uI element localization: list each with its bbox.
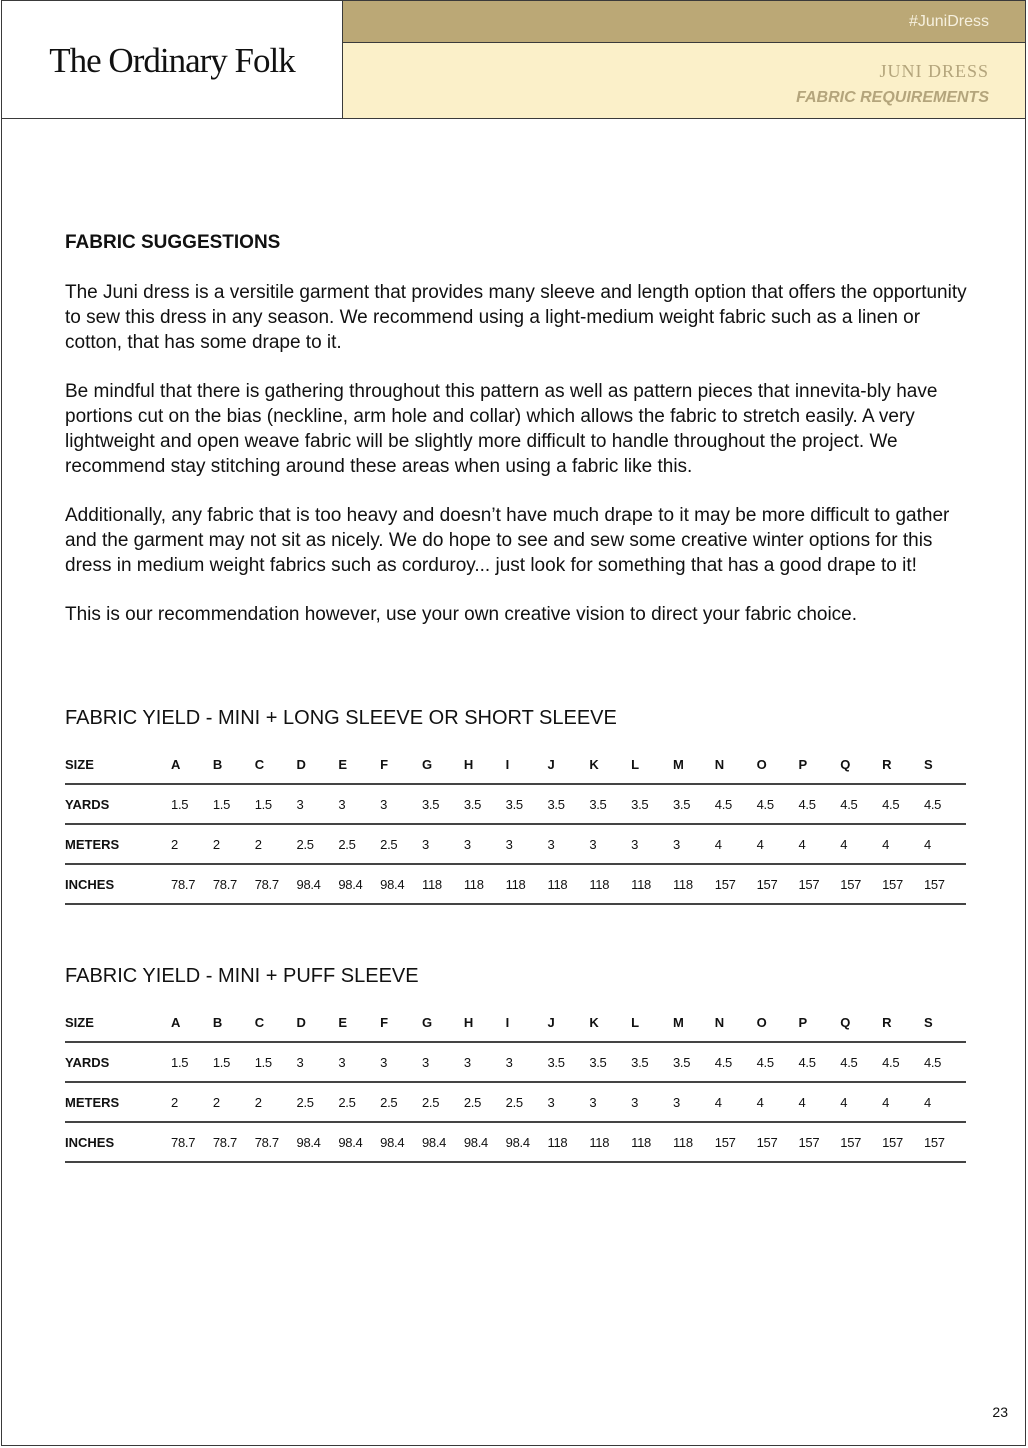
table-cell: N	[715, 745, 757, 784]
table-cell: 3	[547, 1082, 589, 1122]
table-cell: 3	[506, 1042, 548, 1082]
paragraph: Additionally, any fabric that is too heavy and doesn’t have much drape to it may be more difficult to gather and the garment may not sit as nicely. We do hope to see and sew some creative winter options for this dress in medium weight fabrics such as corduroy... just look for something that has a good drape to it!	[65, 505, 950, 576]
table-cell: 3	[338, 784, 380, 824]
table-cell: G	[422, 745, 464, 784]
table-cell: I	[506, 745, 548, 784]
table-cell: 118	[631, 1122, 673, 1162]
table-cell: 2.5	[380, 1082, 422, 1122]
table-cell: E	[338, 745, 380, 784]
table-cell: 157	[715, 1122, 757, 1162]
table-cell: G	[422, 1003, 464, 1042]
table-cell: D	[297, 745, 339, 784]
table-cell: R	[882, 745, 924, 784]
table-cell: I	[506, 1003, 548, 1042]
table-cell: 157	[757, 1122, 799, 1162]
table-cell: 4	[798, 1082, 840, 1122]
hashtag: #JuniDress	[908, 13, 989, 30]
table-cell: A	[171, 745, 213, 784]
table-cell: 157	[882, 1122, 924, 1162]
table-cell: 4.5	[840, 784, 882, 824]
table-cell: H	[464, 745, 506, 784]
table-cell: 3	[589, 824, 631, 864]
table-cell: L	[631, 745, 673, 784]
table-cell: 3	[422, 1042, 464, 1082]
table-cell: 3.5	[631, 1042, 673, 1082]
table-cell: 118	[547, 1122, 589, 1162]
table-cell: 118	[589, 864, 631, 904]
table-cell: 78.7	[213, 864, 255, 904]
table-cell: 2	[255, 824, 297, 864]
table-cell: 118	[464, 864, 506, 904]
table-cell: 4.5	[882, 1042, 924, 1082]
table-cell: 3.5	[589, 784, 631, 824]
table-cell: 3.5	[422, 784, 464, 824]
table-cell: 157	[924, 1122, 966, 1162]
table-cell: 4	[715, 1082, 757, 1122]
table-cell: R	[882, 1003, 924, 1042]
table-cell: 78.7	[255, 1122, 297, 1162]
table-row	[65, 784, 966, 824]
table-cell: 4.5	[924, 1042, 966, 1082]
table-cell: 2	[171, 1082, 213, 1122]
table-cell: 2	[171, 824, 213, 864]
table-cell: 98.4	[338, 864, 380, 904]
table-cell: 118	[673, 1122, 715, 1162]
table-row	[65, 745, 966, 784]
table-cell: 2.5	[380, 824, 422, 864]
table-cell: 3	[631, 1082, 673, 1122]
table-cell: P	[798, 745, 840, 784]
table-cell: 3	[673, 1082, 715, 1122]
document-subtitle: FABRIC REQUIREMENTS	[796, 89, 989, 106]
table-cell: 157	[757, 864, 799, 904]
table-cell: 3.5	[673, 1042, 715, 1082]
table-cell: 3.5	[673, 784, 715, 824]
table-cell: F	[380, 745, 422, 784]
table-cell: 1.5	[171, 1042, 213, 1082]
table-cell: 118	[422, 864, 464, 904]
table-cell: 78.7	[213, 1122, 255, 1162]
table-cell: 2.5	[464, 1082, 506, 1122]
table-cell: 1.5	[213, 1042, 255, 1082]
table-cell: 3.5	[589, 1042, 631, 1082]
row-label: INCHES	[65, 864, 171, 904]
yield-table	[65, 1003, 966, 1163]
table-cell: 118	[589, 1122, 631, 1162]
table-cell: 3	[422, 824, 464, 864]
table-cell: 4.5	[798, 784, 840, 824]
table-cell: 3	[338, 1042, 380, 1082]
table-cell: O	[757, 745, 799, 784]
table-row	[65, 1082, 966, 1122]
table-cell: 4.5	[924, 784, 966, 824]
table-cell: 2	[255, 1082, 297, 1122]
table-cell: M	[673, 745, 715, 784]
table-cell: H	[464, 1003, 506, 1042]
table-cell: K	[589, 745, 631, 784]
table-row	[65, 864, 966, 904]
paragraph: This is our recommendation however, use your own creative vision to direct your fabric choice.	[65, 604, 858, 625]
table-cell: S	[924, 745, 966, 784]
table-row	[65, 1003, 966, 1042]
table-cell: 98.4	[297, 1122, 339, 1162]
table-cell: P	[798, 1003, 840, 1042]
table-cell: 3.5	[631, 784, 673, 824]
brand-logo: The Ordinary Folk	[49, 41, 295, 80]
table-cell: 2	[213, 824, 255, 864]
table-cell: 157	[798, 864, 840, 904]
table-cell: 98.4	[464, 1122, 506, 1162]
table-cell: 4	[757, 1082, 799, 1122]
table-cell: 4	[882, 1082, 924, 1122]
logo-box	[2, 1, 343, 119]
table-cell: 78.7	[171, 864, 213, 904]
table-cell: B	[213, 1003, 255, 1042]
table-cell: Q	[840, 1003, 882, 1042]
table-cell: 157	[924, 864, 966, 904]
table-cell: M	[673, 1003, 715, 1042]
table-cell: 98.4	[380, 1122, 422, 1162]
table-cell: 4	[840, 1082, 882, 1122]
table-cell: A	[171, 1003, 213, 1042]
table-cell: 118	[673, 864, 715, 904]
table-cell: 98.4	[297, 864, 339, 904]
table-cell: 78.7	[171, 1122, 213, 1162]
table-cell: N	[715, 1003, 757, 1042]
table-cell: 118	[547, 864, 589, 904]
table-cell: J	[547, 1003, 589, 1042]
table-cell: 3	[547, 824, 589, 864]
table-cell: 4.5	[840, 1042, 882, 1082]
table-cell: 3	[589, 1082, 631, 1122]
row-label: SIZE	[65, 1003, 171, 1042]
table-cell: 98.4	[380, 864, 422, 904]
table-cell: 3.5	[464, 784, 506, 824]
yield-table-title: FABRIC YIELD - MINI + PUFF SLEEVE	[65, 965, 419, 987]
hashtag-bar	[343, 1, 1025, 43]
table-cell: 2.5	[506, 1082, 548, 1122]
document-title: JUNI DRESS	[879, 61, 989, 81]
table-cell: C	[255, 1003, 297, 1042]
table-cell: 3	[464, 824, 506, 864]
page-number: 23	[992, 1404, 1008, 1420]
table-cell: 98.4	[338, 1122, 380, 1162]
table-cell: 4	[798, 824, 840, 864]
table-cell: 2.5	[338, 1082, 380, 1122]
title-bar	[343, 43, 1025, 119]
table-row	[65, 1122, 966, 1162]
table-row	[65, 824, 966, 864]
table-cell: 3.5	[506, 784, 548, 824]
table-cell: 4	[715, 824, 757, 864]
table-cell: 118	[506, 864, 548, 904]
table-cell: 4	[924, 824, 966, 864]
table-cell: 4.5	[757, 1042, 799, 1082]
row-label: YARDS	[65, 1042, 171, 1082]
table-cell: J	[547, 745, 589, 784]
table-cell: 4	[840, 824, 882, 864]
table-cell: 157	[798, 1122, 840, 1162]
table-cell: 1.5	[255, 784, 297, 824]
paragraph: The Juni dress is a versitile garment that provides many sleeve and length option that offers the opportunity to sew this dress in any season. We recommend using a light-medium weight fabric such as a linen or cotton, that has some drape to it.	[65, 282, 967, 353]
row-label: METERS	[65, 1082, 171, 1122]
table-cell: 157	[715, 864, 757, 904]
table-cell: B	[213, 745, 255, 784]
table-cell: 4.5	[715, 1042, 757, 1082]
table-cell: 3	[297, 784, 339, 824]
paragraph: Be mindful that there is gathering throughout this pattern as well as pattern pieces that innevita-bly have portions cut on the bias (neckline, arm hole and collar) which allows the fabric to stretch easily. A very lightweight and open weave fabric will be slightly more difficult to handle throughout the project. We recommend stay stitching around these areas when using a fabric like this.	[65, 381, 938, 477]
table-cell: 157	[840, 864, 882, 904]
table-cell: 4	[757, 824, 799, 864]
table-cell: 98.4	[422, 1122, 464, 1162]
table-cell: Q	[840, 745, 882, 784]
table-cell: K	[589, 1003, 631, 1042]
table-cell: 4.5	[882, 784, 924, 824]
table-cell: 1.5	[213, 784, 255, 824]
table-row	[65, 1042, 966, 1082]
table-cell: 2.5	[297, 824, 339, 864]
row-label: YARDS	[65, 784, 171, 824]
table-cell: 2.5	[422, 1082, 464, 1122]
table-cell: 3	[380, 1042, 422, 1082]
table-cell: S	[924, 1003, 966, 1042]
table-cell: 4.5	[715, 784, 757, 824]
table-cell: 2.5	[297, 1082, 339, 1122]
table-cell: 98.4	[506, 1122, 548, 1162]
table-cell: 4	[924, 1082, 966, 1122]
yield-table	[65, 745, 966, 905]
table-cell: 3	[506, 824, 548, 864]
table-cell: O	[757, 1003, 799, 1042]
table-cell: 2.5	[338, 824, 380, 864]
row-label: INCHES	[65, 1122, 171, 1162]
table-cell: 3	[673, 824, 715, 864]
section-heading: FABRIC SUGGESTIONS	[65, 232, 281, 253]
table-cell: 3.5	[547, 1042, 589, 1082]
table-cell: L	[631, 1003, 673, 1042]
table-cell: 157	[882, 864, 924, 904]
table-cell: 4.5	[798, 1042, 840, 1082]
table-cell: 3	[380, 784, 422, 824]
table-cell: 2	[213, 1082, 255, 1122]
row-label: METERS	[65, 824, 171, 864]
table-cell: E	[338, 1003, 380, 1042]
table-cell: F	[380, 1003, 422, 1042]
fabric-suggestions-section	[65, 232, 970, 651]
table-cell: 4.5	[757, 784, 799, 824]
row-label: SIZE	[65, 745, 171, 784]
table-cell: 157	[840, 1122, 882, 1162]
table-cell: 78.7	[255, 864, 297, 904]
table-cell: 1.5	[255, 1042, 297, 1082]
table-cell: 1.5	[171, 784, 213, 824]
table-cell: C	[255, 745, 297, 784]
table-cell: 3	[631, 824, 673, 864]
table-cell: 4	[882, 824, 924, 864]
yield-table-title: FABRIC YIELD - MINI + LONG SLEEVE OR SHORT SLEEVE	[65, 707, 617, 729]
table-cell: 118	[631, 864, 673, 904]
table-cell: 3	[297, 1042, 339, 1082]
table-cell: D	[297, 1003, 339, 1042]
table-cell: 3.5	[547, 784, 589, 824]
table-cell: 3	[464, 1042, 506, 1082]
